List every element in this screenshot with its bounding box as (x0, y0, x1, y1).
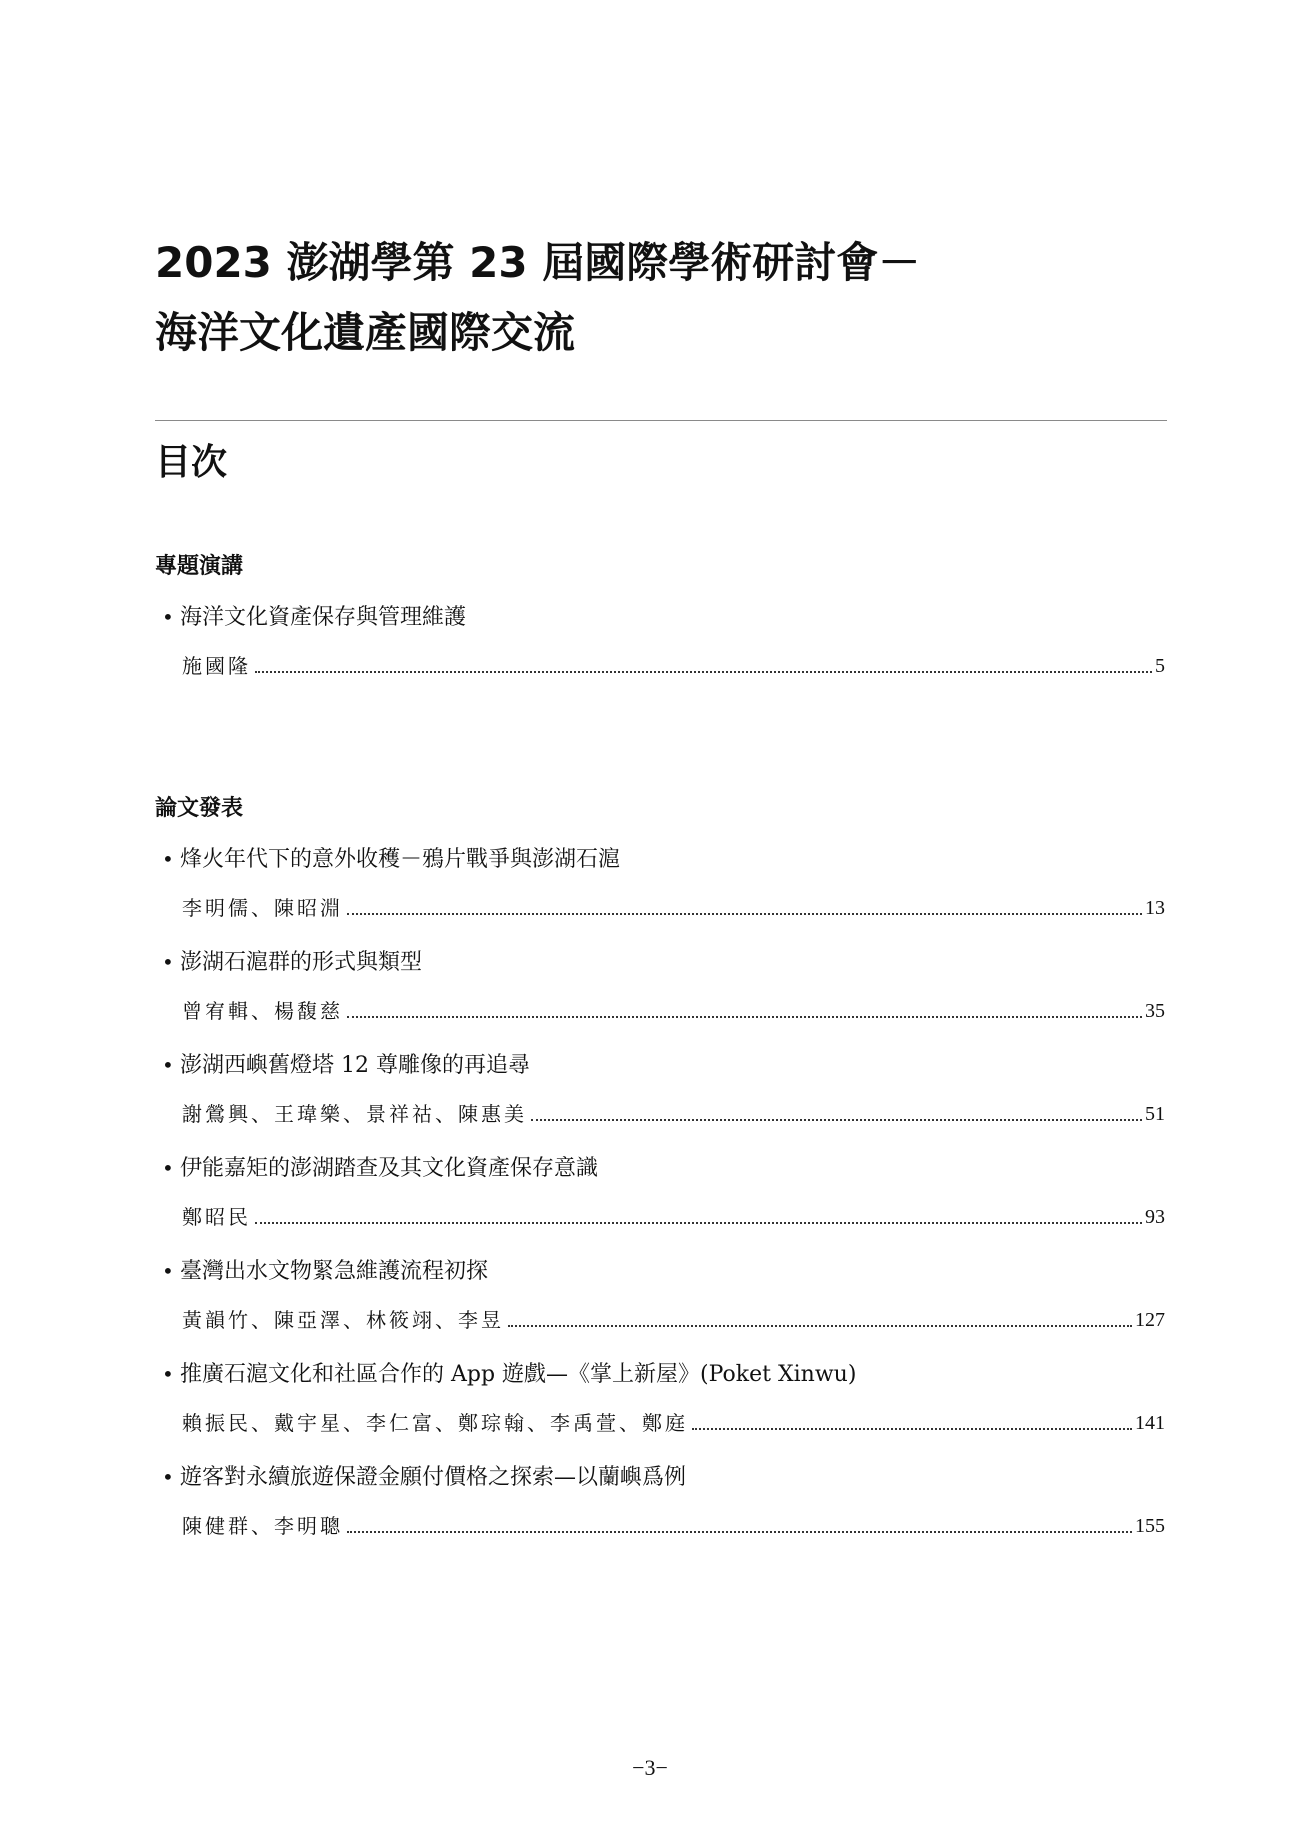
toc-entry-line (182, 1305, 1165, 1335)
bullet-icon: • (162, 1465, 174, 1489)
entry-title-text: 推廣石滬文化和社區合作的 App 遊戲—《掌上新屋》(Poket Xinwu) (180, 1362, 857, 1387)
toc-entry-title (162, 1152, 598, 1185)
page-folio: −3− (632, 1755, 668, 1780)
entry-page-number: 35 (1145, 1000, 1165, 1022)
toc-entry-title (162, 946, 422, 979)
toc-entry-line (182, 893, 1165, 923)
entry-title-text: 遊客對永續旅遊保證金願付價格之探索—以蘭嶼爲例 (180, 1465, 687, 1490)
toc-entry-title (162, 601, 466, 634)
entry-authors: 陳健群、李明聰 (182, 1514, 343, 1538)
entry-page-number: 127 (1135, 1309, 1165, 1331)
bullet-icon: • (162, 1053, 174, 1077)
bullet-icon: • (162, 847, 174, 871)
entry-title-text: 海洋文化資產保存與管理維護 (180, 605, 467, 630)
toc-entry-title (162, 843, 620, 876)
dot-leader (347, 1016, 1142, 1018)
toc-entry-title (162, 1461, 686, 1494)
dot-leader (255, 671, 1152, 673)
toc-entry-line (182, 996, 1165, 1026)
toc-entry-title (162, 1358, 856, 1391)
entry-title-text: 烽火年代下的意外收穫－鴉片戰爭與澎湖石滬 (180, 847, 621, 872)
entry-page-number: 141 (1135, 1412, 1165, 1434)
title-divider (155, 420, 1167, 421)
toc-entry-title (162, 1049, 530, 1082)
toc-entry-line (182, 1202, 1165, 1232)
dot-leader (255, 1222, 1142, 1224)
bullet-icon: • (162, 950, 174, 974)
document-title (155, 228, 1175, 368)
entry-authors: 李明儒、陳昭淵 (182, 896, 343, 920)
entry-page-number: 155 (1135, 1515, 1165, 1537)
toc-entry-line (182, 1511, 1165, 1541)
toc-heading: 目次 (155, 442, 228, 483)
toc-entry-title (162, 1255, 488, 1288)
entry-title-text: 澎湖西嶼舊燈塔 12 尊雕像的再追尋 (180, 1053, 530, 1078)
entry-authors: 賴振民、戴宇星、李仁富、鄭琮翰、李禹萱、鄭庭 (182, 1411, 688, 1435)
toc-entry-line (182, 1099, 1165, 1129)
toc-entry-line (182, 651, 1165, 681)
entry-title-text: 澎湖石滬群的形式與類型 (180, 950, 423, 975)
entry-authors: 鄭昭民 (182, 1205, 251, 1229)
section-heading-papers: 論文發表 (155, 796, 244, 821)
bullet-icon: • (162, 1259, 174, 1283)
entry-title-text: 臺灣出水文物緊急維護流程初探 (180, 1259, 489, 1284)
entry-page-number: 13 (1145, 897, 1165, 919)
dot-leader (508, 1325, 1132, 1327)
dot-leader (347, 1531, 1132, 1533)
entry-authors: 黃韻竹、陳亞澤、林筱翊、李昱 (182, 1308, 504, 1332)
dot-leader (531, 1119, 1142, 1121)
section-heading-keynote: 專題演講 (155, 554, 244, 579)
entry-authors: 曾宥輯、楊馥慈 (182, 999, 343, 1023)
entry-authors: 謝鶯興、王瑋樂、景祥祜、陳惠美 (182, 1102, 527, 1126)
title-line-2: 海洋文化遺產國際交流 (155, 308, 576, 357)
entry-title-text: 伊能嘉矩的澎湖踏查及其文化資產保存意識 (180, 1156, 599, 1181)
dot-leader (347, 913, 1142, 915)
entry-authors: 施國隆 (182, 654, 251, 678)
entry-page-number: 5 (1155, 655, 1165, 677)
title-line-1: 2023 澎湖學第 23 屆國際學術研討會－ (155, 238, 921, 287)
dot-leader (692, 1428, 1132, 1430)
bullet-icon: • (162, 1362, 174, 1386)
bullet-icon: • (162, 1156, 174, 1180)
toc-entry-line (182, 1408, 1165, 1438)
entry-page-number: 93 (1145, 1206, 1165, 1228)
bullet-icon: • (162, 605, 174, 629)
entry-page-number: 51 (1145, 1103, 1165, 1125)
